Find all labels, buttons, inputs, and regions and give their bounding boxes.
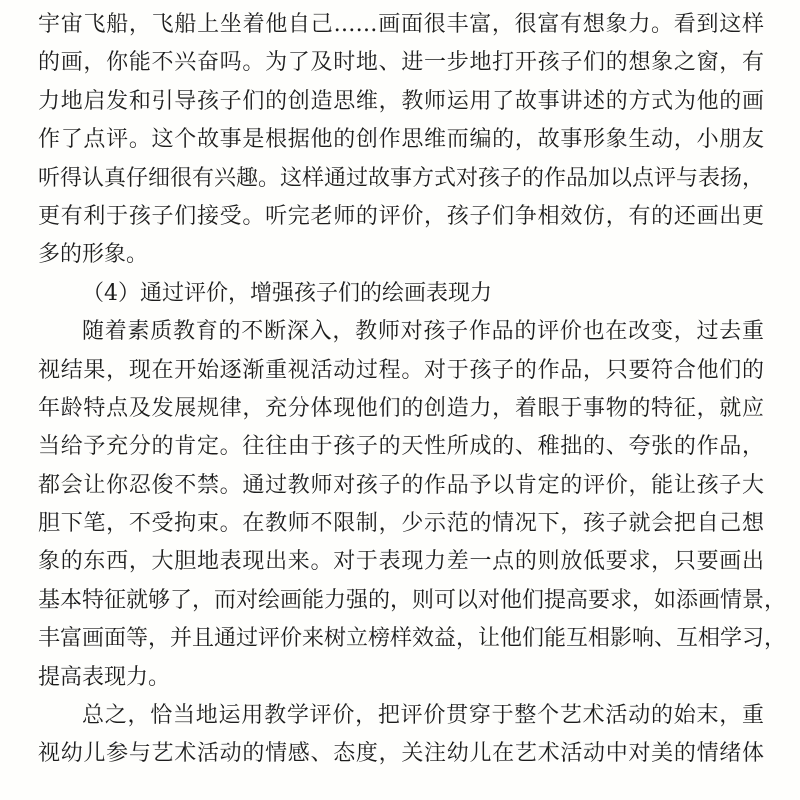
text-line: 多的形象。 (38, 242, 149, 268)
text-line: 宇宙飞船，飞船上坐着他自己……画面很丰富，很富有想象力。看到这样 (38, 12, 764, 37)
text-line: 基本特征就够了，而对绘画能力强的，则可以对他们提高要求，如添画情景， (38, 587, 787, 613)
paragraph-first-line: 总之，恰当地运用教学评价，把评价贯穿于整个艺术活动的始末，重 (82, 703, 764, 729)
page-text (38, 6, 787, 774)
paragraph-first-line: 随着素质教育的不断深入，教师对孩子作品的评价也在改变，过去重 (82, 319, 764, 345)
text-line: 的画，你能不兴奋吗。为了及时地、进一步地打开孩子们的想象之窗，有 (38, 50, 764, 76)
text-line: 听得认真仔细很有兴趣。这样通过故事方式对孩子的作品加以点评与表扬， (38, 165, 765, 191)
text-line: 年龄特点及发展规律，充分体现他们的创造力，着眼于事物的特征，就应 (38, 395, 764, 421)
text-line: 象的东西，大胆地表现出来。对于表现力差一点的则放低要求，只要画出 (38, 549, 764, 575)
text-line: 都会让你忍俊不禁。通过教师对孩子的作品予以肯定的评价，能让孩子大 (38, 472, 764, 498)
text-line: 作了点评。这个故事是根据他的创作思维而编的，故事形象生动，小朋友 (38, 127, 764, 153)
text-line: 更有利于孩子们接受。听完老师的评价，孩子们争相效仿，有的还画出更 (38, 203, 764, 229)
text-line: 丰富画面等，并且通过评价来树立榜样效益，让他们能互相影响、互相学习， (38, 626, 787, 652)
section-heading: （4）通过评价，增强孩子们的绘画表现力 (82, 280, 492, 306)
text-line: 视结果，现在开始逐渐重视活动过程。对于孩子的作品，只要符合他们的 (38, 357, 764, 383)
text-line: 提高表现力。 (38, 664, 171, 690)
text-line: 当给予充分的肯定。往往由于孩子的天性所成的、稚拙的、夸张的作品， (38, 434, 764, 460)
text-line: 胆下笔，不受拘束。在教师不限制，少示范的情况下，孩子就会把自己想 (38, 511, 764, 537)
text-line: 视幼儿参与艺术活动的情感、态度，关注幼儿在艺术活动中对美的情绪体 (38, 741, 764, 767)
text-line: 力地启发和引导孩子们的创造思维，教师运用了故事讲述的方式为他的画 (38, 88, 764, 114)
